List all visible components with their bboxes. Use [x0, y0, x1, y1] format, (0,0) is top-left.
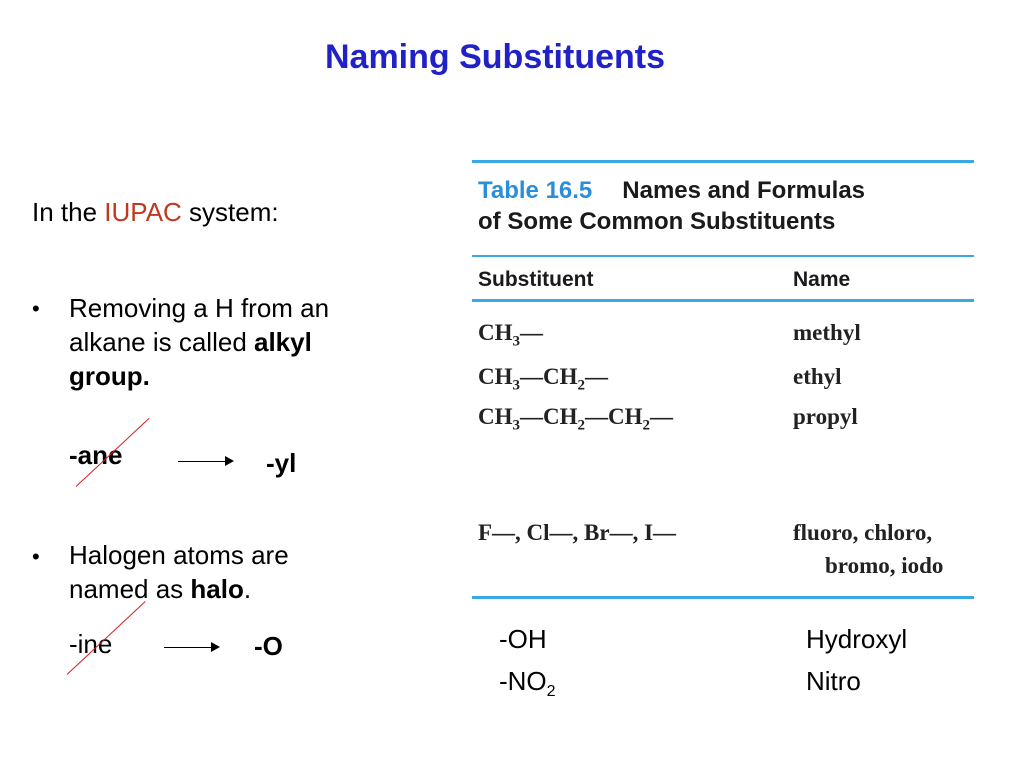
formula-no2: $-NO_2$: [499, 666, 556, 701]
bullet-1-line-2: [69, 325, 329, 359]
intro-suffix: system:: [181, 197, 279, 227]
table-row-formula: $CH_3—$: [478, 320, 543, 350]
table-row-name-line-1: fluoro, chloro,: [793, 520, 933, 545]
ane-suffix: -ane: [69, 440, 123, 470]
table-caption-line-2: of Some Common Substituents: [478, 208, 836, 235]
bullet-2-period: .: [243, 574, 252, 604]
table-caption-title: Names and Formulas: [622, 177, 866, 204]
table-caption: [478, 175, 865, 237]
ine-suffix: -ine: [69, 629, 113, 659]
table-row-formula: $CH_3—CH_2—CH_2—$: [478, 404, 673, 434]
table-header-bottom-rule: [472, 299, 974, 302]
formula-oh: -OH: [499, 624, 547, 654]
iupac-highlight: IUPAC: [104, 197, 182, 227]
o-suffix: -O: [254, 631, 283, 661]
table-row-formula: $CH_3—CH_2—$: [478, 364, 608, 394]
bullet-2: [69, 538, 289, 606]
bullet-dot-1: •: [32, 296, 40, 321]
alkyl-term: alkyl: [254, 327, 312, 357]
table-row-name: methyl: [793, 320, 861, 345]
name-hydroxyl: Hydroxyl: [806, 624, 908, 654]
table-row-name: ethyl: [793, 364, 842, 389]
bullet-2-line-2: [69, 572, 289, 606]
table-bottom-rule: [472, 596, 974, 599]
intro-prefix: In the: [32, 197, 105, 227]
bullet-dot-2: •: [32, 544, 40, 569]
arrow-right-icon: [225, 456, 234, 466]
arrow-2-shaft: [164, 647, 212, 648]
extra-names: [806, 618, 907, 702]
bullet-1-line-2-text: alkane is called: [69, 327, 254, 357]
table-number: Table 16.5: [478, 177, 593, 204]
bullet-2-line-1: Halogen atoms are: [69, 540, 289, 570]
name-nitro: Nitro: [806, 666, 861, 696]
bullet-1: [69, 291, 329, 393]
yl-suffix: -yl: [266, 448, 297, 478]
table-row-name-line-2: bromo, iodo: [825, 553, 944, 578]
halo-term: halo: [190, 574, 244, 604]
bullet-1-line-1: Removing a H from an: [69, 293, 330, 323]
bullet-2-line-2-text: named as: [69, 574, 191, 604]
arrow-1-shaft: [178, 461, 226, 462]
group-term: group.: [69, 361, 150, 391]
extra-formulas: [499, 618, 556, 713]
table-row-name: propyl: [793, 404, 858, 429]
table-header-top-rule: [472, 255, 974, 257]
intro-text: [32, 195, 279, 229]
column-header-substituent: Substituent: [478, 268, 594, 291]
slide-title: Naming Substituents: [324, 38, 666, 76]
table-caption-line-1: [478, 175, 865, 206]
column-header-name: Name: [793, 268, 851, 291]
arrow-right-icon: [211, 642, 220, 652]
table-top-rule: [472, 160, 974, 163]
table-row-formula: F—, Cl—, Br—, I—: [478, 520, 677, 545]
